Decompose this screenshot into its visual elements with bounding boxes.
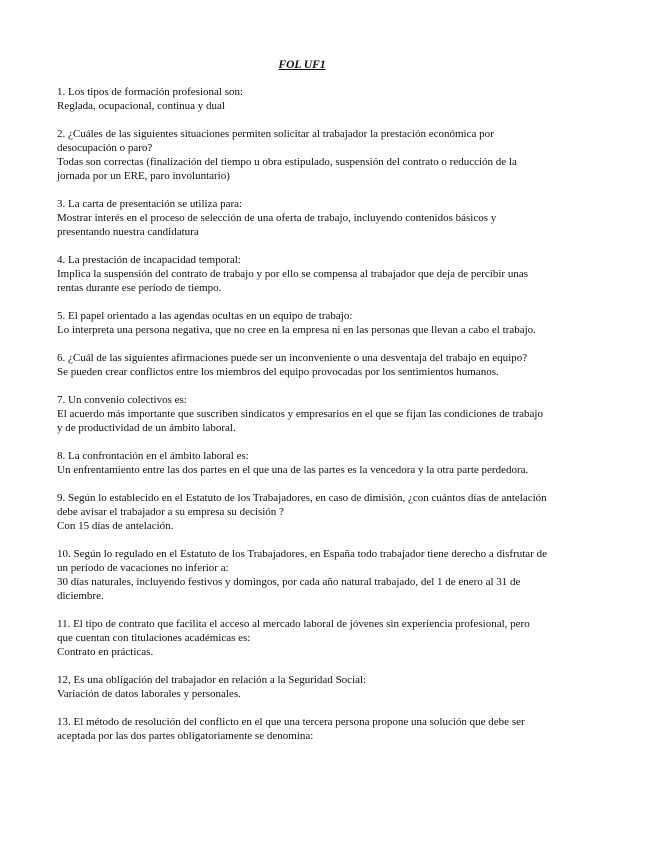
answer-text: Implica la suspensión del contrato de trabajo y por ello se compensa al trabajador que deja de percibir unas rentas durante ese período de tiempo. xyxy=(57,268,528,294)
answer-text: Contrato en prácticas. xyxy=(57,646,154,658)
qa-item-10 xyxy=(57,547,547,603)
question-text: 8. La confrontación en el ámbito laboral es: xyxy=(57,450,249,462)
answer-text: Variación de datos laborales y personales. xyxy=(57,688,241,700)
qa-item-5 xyxy=(57,309,547,337)
answer-text: Se pueden crear conflictos entre los miembros del equipo provocadas por los sentimientos humanos. xyxy=(57,366,499,378)
qa-item-8 xyxy=(57,449,547,477)
qa-item-11 xyxy=(57,617,547,659)
answer-text: Lo interpreta una persona negativa, que no cree en la empresa ni en las personas que llevan a cabo el trabajo. xyxy=(57,324,536,336)
qa-item-6 xyxy=(57,351,547,379)
qa-item-7 xyxy=(57,393,547,435)
question-text: 11. El tipo de contrato que facilita el acceso al mercado laboral de jóvenes sin experiencia profesional, pero que cuentan con titulaciones académicas es: xyxy=(57,618,530,644)
question-text: 9. Según lo establecido en el Estatuto de los Trabajadores, en caso de dimisión, ¿con cuántos días de antelación debe avisar el trabajador a su empresa su decisión ? xyxy=(57,492,547,518)
qa-item-1 xyxy=(57,85,547,113)
question-text: 10. Según lo regulado en el Estatuto de los Trabajadores, en España todo trabajador tiene derecho a disfrutar de un período de vacaciones no inferior a: xyxy=(57,548,547,574)
answer-text: Un enfrentamiento entre las dos partes en el que una de las partes es la vencedora y la otra parte perdedora. xyxy=(57,464,529,476)
qa-item-2 xyxy=(57,127,547,183)
answer-text: 30 días naturales, incluyendo festivos y domingos, por cada año natural trabajado, del 1 de enero al 31 de diciembre. xyxy=(57,576,521,602)
document-page xyxy=(57,58,547,757)
answer-text: Con 15 días de antelación. xyxy=(57,520,174,532)
qa-item-3 xyxy=(57,197,547,239)
document-title: FOL UF1 xyxy=(278,59,326,71)
question-text: 6. ¿Cuál de las siguientes afirmaciones puede ser un inconveniente o una desventaja del trabajo en equipo? xyxy=(57,352,528,364)
answer-text: Reglada, ocupacional, continua y dual xyxy=(57,100,225,112)
question-text: 12, Es una obligación del trabajador en relación a la Seguridad Social: xyxy=(57,674,367,686)
question-text: 3. La carta de presentación se utiliza para: xyxy=(57,198,243,210)
answer-text: Mostrar interés en el proceso de selección de una oferta de trabajo, incluyendo contenidos básicos y presentando nuestra candidatura xyxy=(57,212,497,238)
question-text: 7. Un convenio colectivos es: xyxy=(57,394,187,406)
question-text: 5. El papel orientado a las agendas ocultas en un equipo de trabajo: xyxy=(57,310,353,322)
question-text: 4. La prestación de incapacidad temporal: xyxy=(57,254,241,266)
qa-item-13 xyxy=(57,715,547,743)
qa-item-9 xyxy=(57,491,547,533)
answer-text: El acuerdo más importante que suscriben sindicatos y empresarios en el que se fijan las condiciones de trabajo y de productividad de un ámbito laboral. xyxy=(57,408,543,434)
qa-item-12 xyxy=(57,673,547,701)
question-text: 2. ¿Cuáles de las siguientes situaciones permiten solicitar al trabajador la prestación económica por desocupación o paro? xyxy=(57,128,494,154)
qa-item-4 xyxy=(57,253,547,295)
answer-text: Todas son correctas (finalización del tiempo u obra estipulado, suspensión del contrato o reducción de la jornada por un ERE, paro involuntario) xyxy=(57,156,517,182)
question-text: 1. Los tipos de formación profesional son: xyxy=(57,86,244,98)
question-text: 13. El método de resolución del conflicto en el que una tercera persona propone una solución que debe ser aceptada por las dos partes obligatoriamente se denomina: xyxy=(57,716,525,742)
